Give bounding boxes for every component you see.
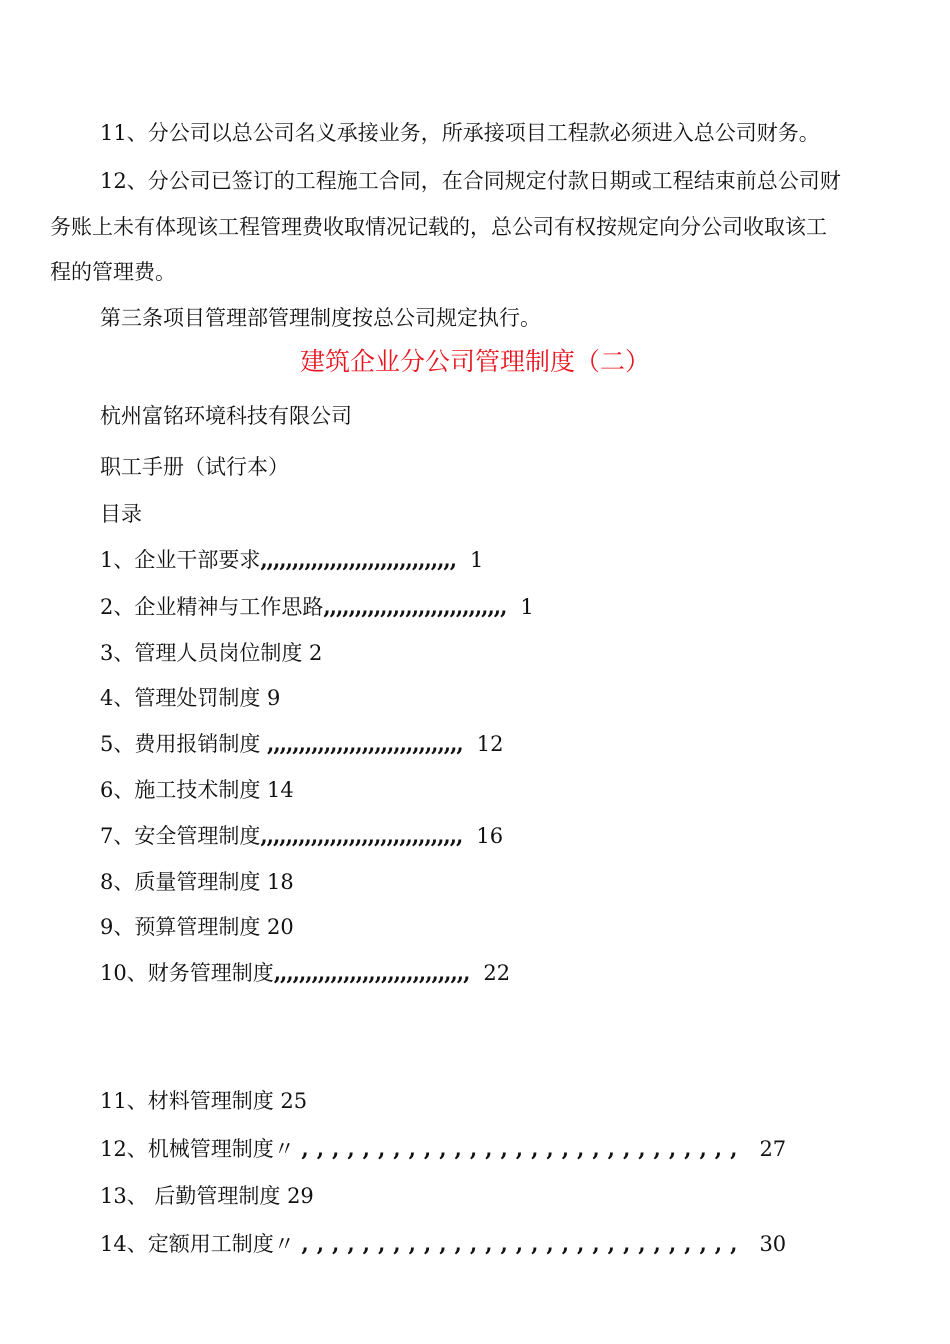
toc-entry-page: 30	[759, 1232, 787, 1256]
toc-entry-label: 10、财务管理制度	[100, 961, 274, 985]
toc-entry	[100, 1229, 786, 1259]
toc-entry	[100, 683, 280, 713]
toc-entry-page: 16	[476, 824, 504, 848]
toc-entry-leader: ,,,,,,,,,,,,,,,,,,,,,,,,,,,,,,,	[260, 547, 457, 572]
toc-entry	[100, 867, 294, 897]
toc-entry	[100, 638, 322, 668]
toc-entry-label: 14、定额用工制度〃	[100, 1232, 302, 1256]
toc-entry-leader: ,,,,,,,,,,,,,,,,,,,,,,,,,,,,,,,,	[260, 823, 463, 848]
toc-entry-page: 1	[470, 548, 484, 572]
toc-entry-leader: ,,,,,,,,,,,,,,,,,,,,,,,,,,,,,,,	[273, 960, 470, 985]
toc-entry-label: 7、安全管理制度	[100, 824, 261, 848]
toc-entry-leader: ,,,,,,,,,,,,,,,,,,,,,,,,,,,,,	[301, 1136, 746, 1161]
toc-entry	[100, 729, 503, 759]
toc-entry-label: 5、费用报销制度	[100, 732, 268, 756]
toc-entry-label: 2、企业精神与工作思路	[100, 595, 324, 619]
toc-entry-label: 8、质量管理制度 18	[100, 870, 294, 894]
toc-entry-leader: ,,,,,,,,,,,,,,,,,,,,,,,,,,,,,,,	[267, 731, 463, 756]
toc-entry-page: 27	[759, 1137, 787, 1161]
paragraph-article-3: 第三条项目管理部管理制度按总公司规定执行。	[100, 306, 541, 330]
document-title: 建筑企业分公司管理制度（二）	[299, 347, 650, 376]
paragraph-12-line-2: 务账上未有体现该工程管理费收取情况记载的，总公司有权按规定向分公司收取该工	[50, 215, 827, 239]
toc-entry-leader: ,,,,,,,,,,,,,,,,,,,,,,,,,,,,,	[301, 1231, 746, 1256]
toc-entry	[100, 1134, 786, 1164]
toc-entry-label: 6、施工技术制度 14	[100, 778, 294, 802]
toc-entry-label: 13、 后勤管理制度 29	[100, 1184, 314, 1208]
toc-heading: 目录	[100, 502, 142, 526]
toc-entry-label: 11、材料管理制度 25	[100, 1089, 308, 1113]
toc-entry	[100, 958, 510, 988]
toc-entry	[100, 592, 534, 622]
toc-entry-page: 1	[520, 595, 534, 619]
toc-entry	[100, 1086, 307, 1116]
handbook-title: 职工手册（试行本）	[100, 455, 289, 479]
toc-entry	[100, 912, 294, 942]
toc-entry	[100, 545, 483, 575]
toc-entry	[100, 821, 503, 851]
paragraph-12-line-1: 12、分公司已签订的工程施工合同，在合同规定付款日期或工程结束前总公司财	[100, 169, 841, 193]
company-name: 杭州富铭环境科技有限公司	[100, 404, 352, 428]
paragraph-11: 11、分公司以总公司名义承接业务，所承接项目工程款必须进入总公司财务。	[100, 121, 820, 145]
toc-entry-leader: ,,,,,,,,,,,,,,,,,,,,,,,,,,,,,	[323, 594, 507, 619]
toc-entry-page: 12	[476, 732, 504, 756]
toc-entry-label: 12、机械管理制度〃	[100, 1137, 302, 1161]
toc-entry-label: 1、企业干部要求	[100, 548, 261, 572]
toc-entry-page: 22	[483, 961, 511, 985]
toc-entry-label: 4、管理处罚制度 9	[100, 686, 281, 710]
toc-entry-label: 3、管理人员岗位制度 2	[100, 641, 323, 665]
toc-entry	[100, 1181, 314, 1211]
toc-entry	[100, 775, 294, 805]
toc-entry-label: 9、预算管理制度 20	[100, 915, 294, 939]
paragraph-12-line-3: 程的管理费。	[50, 260, 176, 284]
